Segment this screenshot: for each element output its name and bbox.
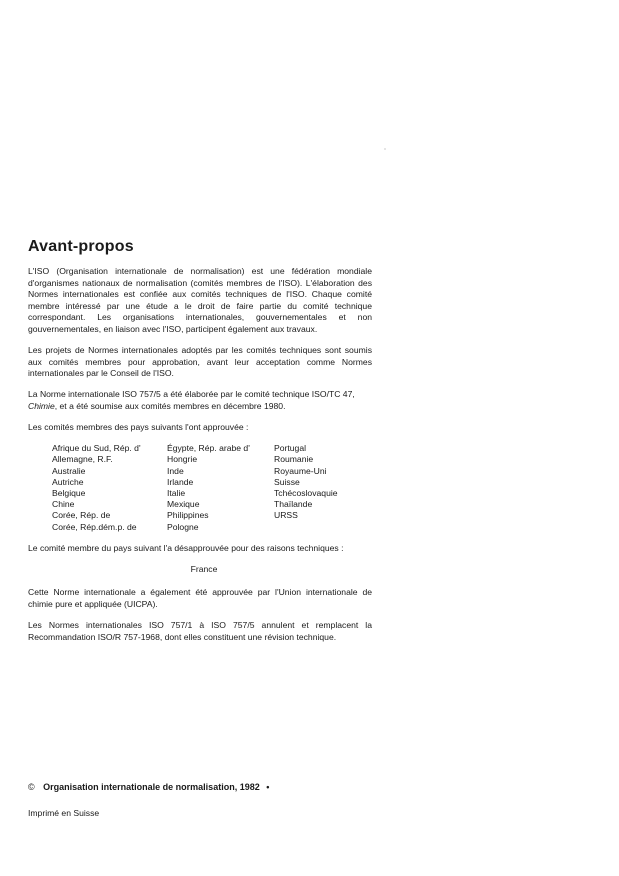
paragraph-standard-origin: La Norme internationale ISO 757/5 a été élaborée par le comité technique ISO/TC 47, Chimie, et a été soumise aux comités membres en décembre 1980.: [28, 389, 355, 411]
paragraph-drafts: Les projets de Normes internationales adoptés par les comités techniques sont soumis aux comités membres pour approbation, avant leur acceptation comme Normes internationales par le Conseil de l'ISO.: [28, 345, 372, 379]
country-item: Inde: [167, 465, 184, 476]
country-item: [274, 522, 384, 533]
bullet-icon: •: [266, 782, 270, 792]
country-item: URSS: [274, 510, 298, 521]
country-item: Italie: [167, 487, 186, 498]
copyright-icon: ©: [28, 782, 35, 792]
country-item: Mexique: [167, 499, 200, 510]
country-item: Chine: [52, 499, 75, 510]
country-item: Suisse: [274, 476, 300, 487]
country-item: Thaïlande: [274, 499, 313, 510]
disapproving-country: France: [190, 563, 218, 574]
country-item: Roumanie: [274, 454, 314, 465]
page-title: Avant-propos: [28, 238, 134, 255]
country-item: Autriche: [52, 476, 84, 487]
country-item: Royaume-Uni: [274, 465, 327, 476]
country-item: Corée, Rép.dém.p. de: [52, 521, 137, 532]
paragraph-iupac: Cette Norme internationale a également été approuvée par l'Union internationale de chimie pure et appliquée (UICPA).: [28, 587, 372, 610]
standard-origin-suffix: et a été soumise aux comités membres en décembre 1980.: [59, 400, 286, 411]
country-item: Pologne: [167, 521, 199, 532]
country-item: Irlande: [167, 476, 194, 487]
approving-countries-list: [52, 443, 372, 533]
printed-in: Imprimé en Suisse: [28, 808, 100, 818]
foreword-body: [28, 266, 372, 653]
paragraph-disapproval: Le comité membre du pays suivant l'a désapprouvée pour des raisons techniques :: [28, 542, 344, 553]
country-item: Belgique: [52, 487, 86, 498]
country-item: Australie: [52, 465, 86, 476]
standard-origin-prefix: La Norme internationale ISO 757/5 a été élaborée par le comité technique ISO/TC 47,: [28, 389, 355, 400]
copyright-text: Organisation internationale de normalisation, 1982: [43, 782, 260, 792]
paragraph-iso-intro: L'ISO (Organisation internationale de normalisation) est une fédération mondiale d'organismes nationaux de normalisation (comités membres de l'ISO). L'élaboration des Normes internationales est confiée aux comités techniques de l'ISO. Chaque comité membre intéressé par une étude a le droit de faire partie du comité technique correspondant. Les organisations internationales, gouvernementales et non gouvernementales, en liaison avec l'ISO, participent également aux travaux.: [28, 266, 372, 334]
country-item: Allemagne, R.F.: [52, 454, 113, 465]
scan-speck: [384, 148, 386, 150]
paragraph-approvers-intro: Les comités membres des pays suivants l'ont approuvée :: [28, 422, 249, 433]
country-item: Corée, Rép. de: [52, 510, 111, 521]
country-item: Afrique du Sud, Rép. d': [52, 443, 141, 454]
country-item: Tchécoslovaquie: [274, 487, 338, 498]
country-item: Égypte, Rép. arabe d': [167, 443, 250, 454]
copyright-line: [28, 782, 269, 792]
country-item: Hongrie: [167, 454, 198, 465]
committee-name: Chimie: [28, 400, 55, 411]
country-item: Philippines: [167, 510, 209, 521]
country-item: Portugal: [274, 443, 307, 454]
paragraph-replacement: Les Normes internationales ISO 757/1 à ISO 757/5 annulent et remplacent la Recommandation ISO/R 757-1968, dont elles constituent une révision technique.: [28, 620, 372, 642]
